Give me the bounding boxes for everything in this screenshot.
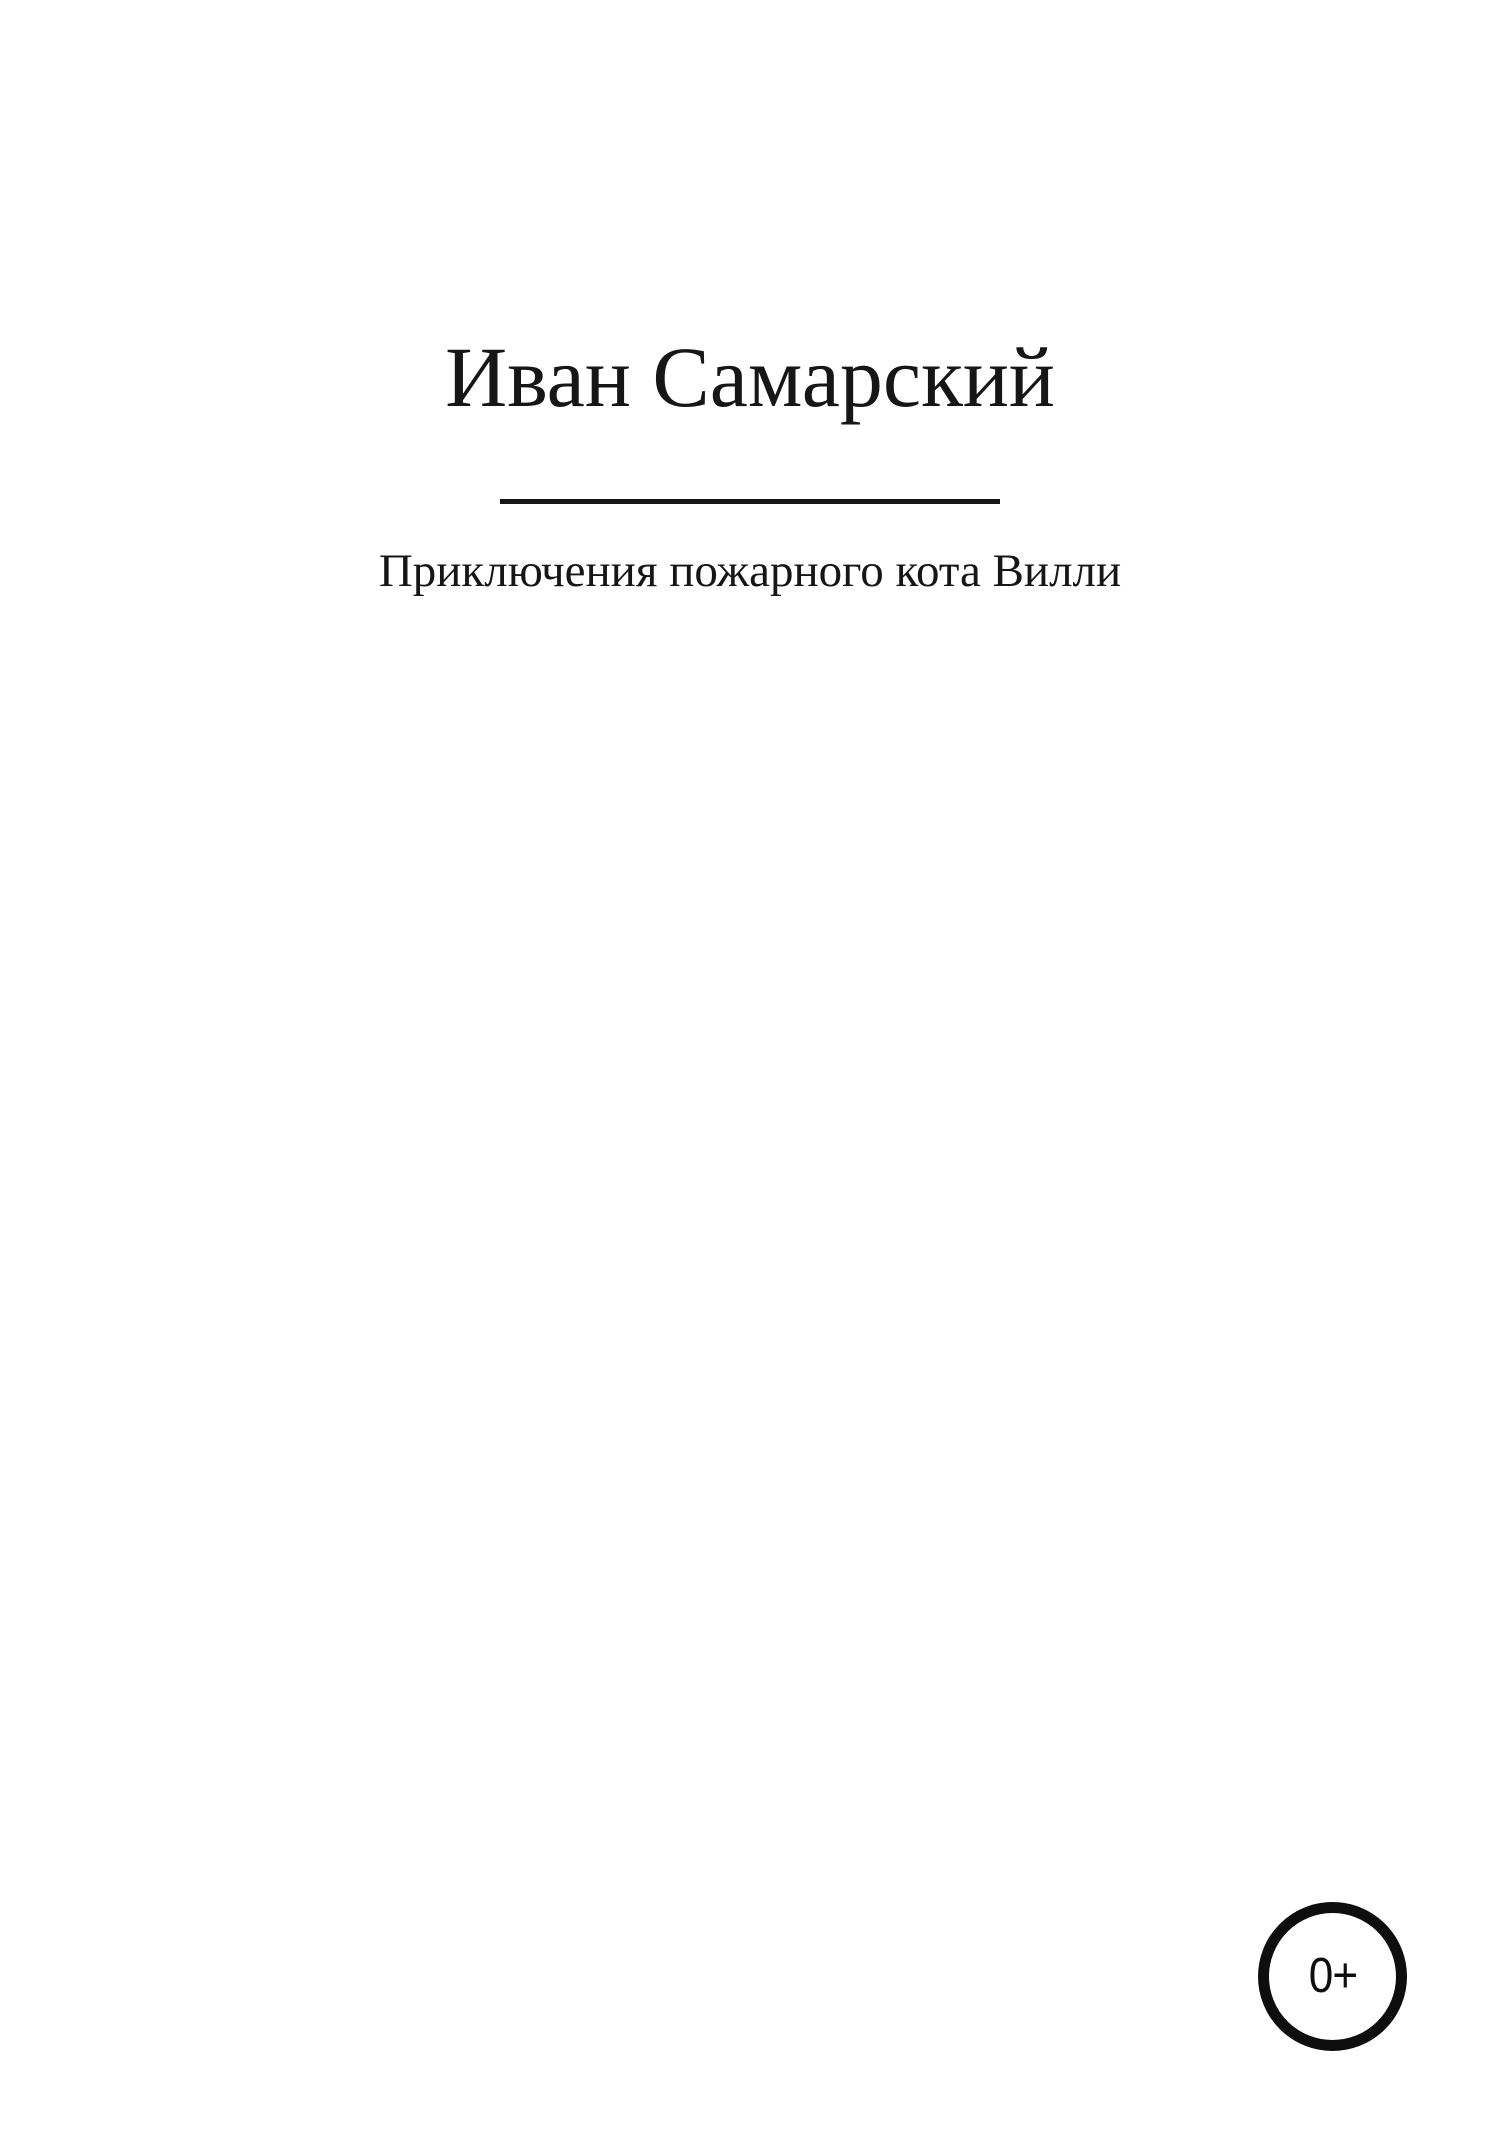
author-name: Иван Самарский <box>445 329 1055 425</box>
age-rating-label: 0+ <box>1308 1949 1357 2003</box>
age-rating-badge <box>1258 1902 1407 2051</box>
title-divider <box>500 499 1000 504</box>
book-title: Приключения пожарного кота Вилли <box>378 545 1122 597</box>
